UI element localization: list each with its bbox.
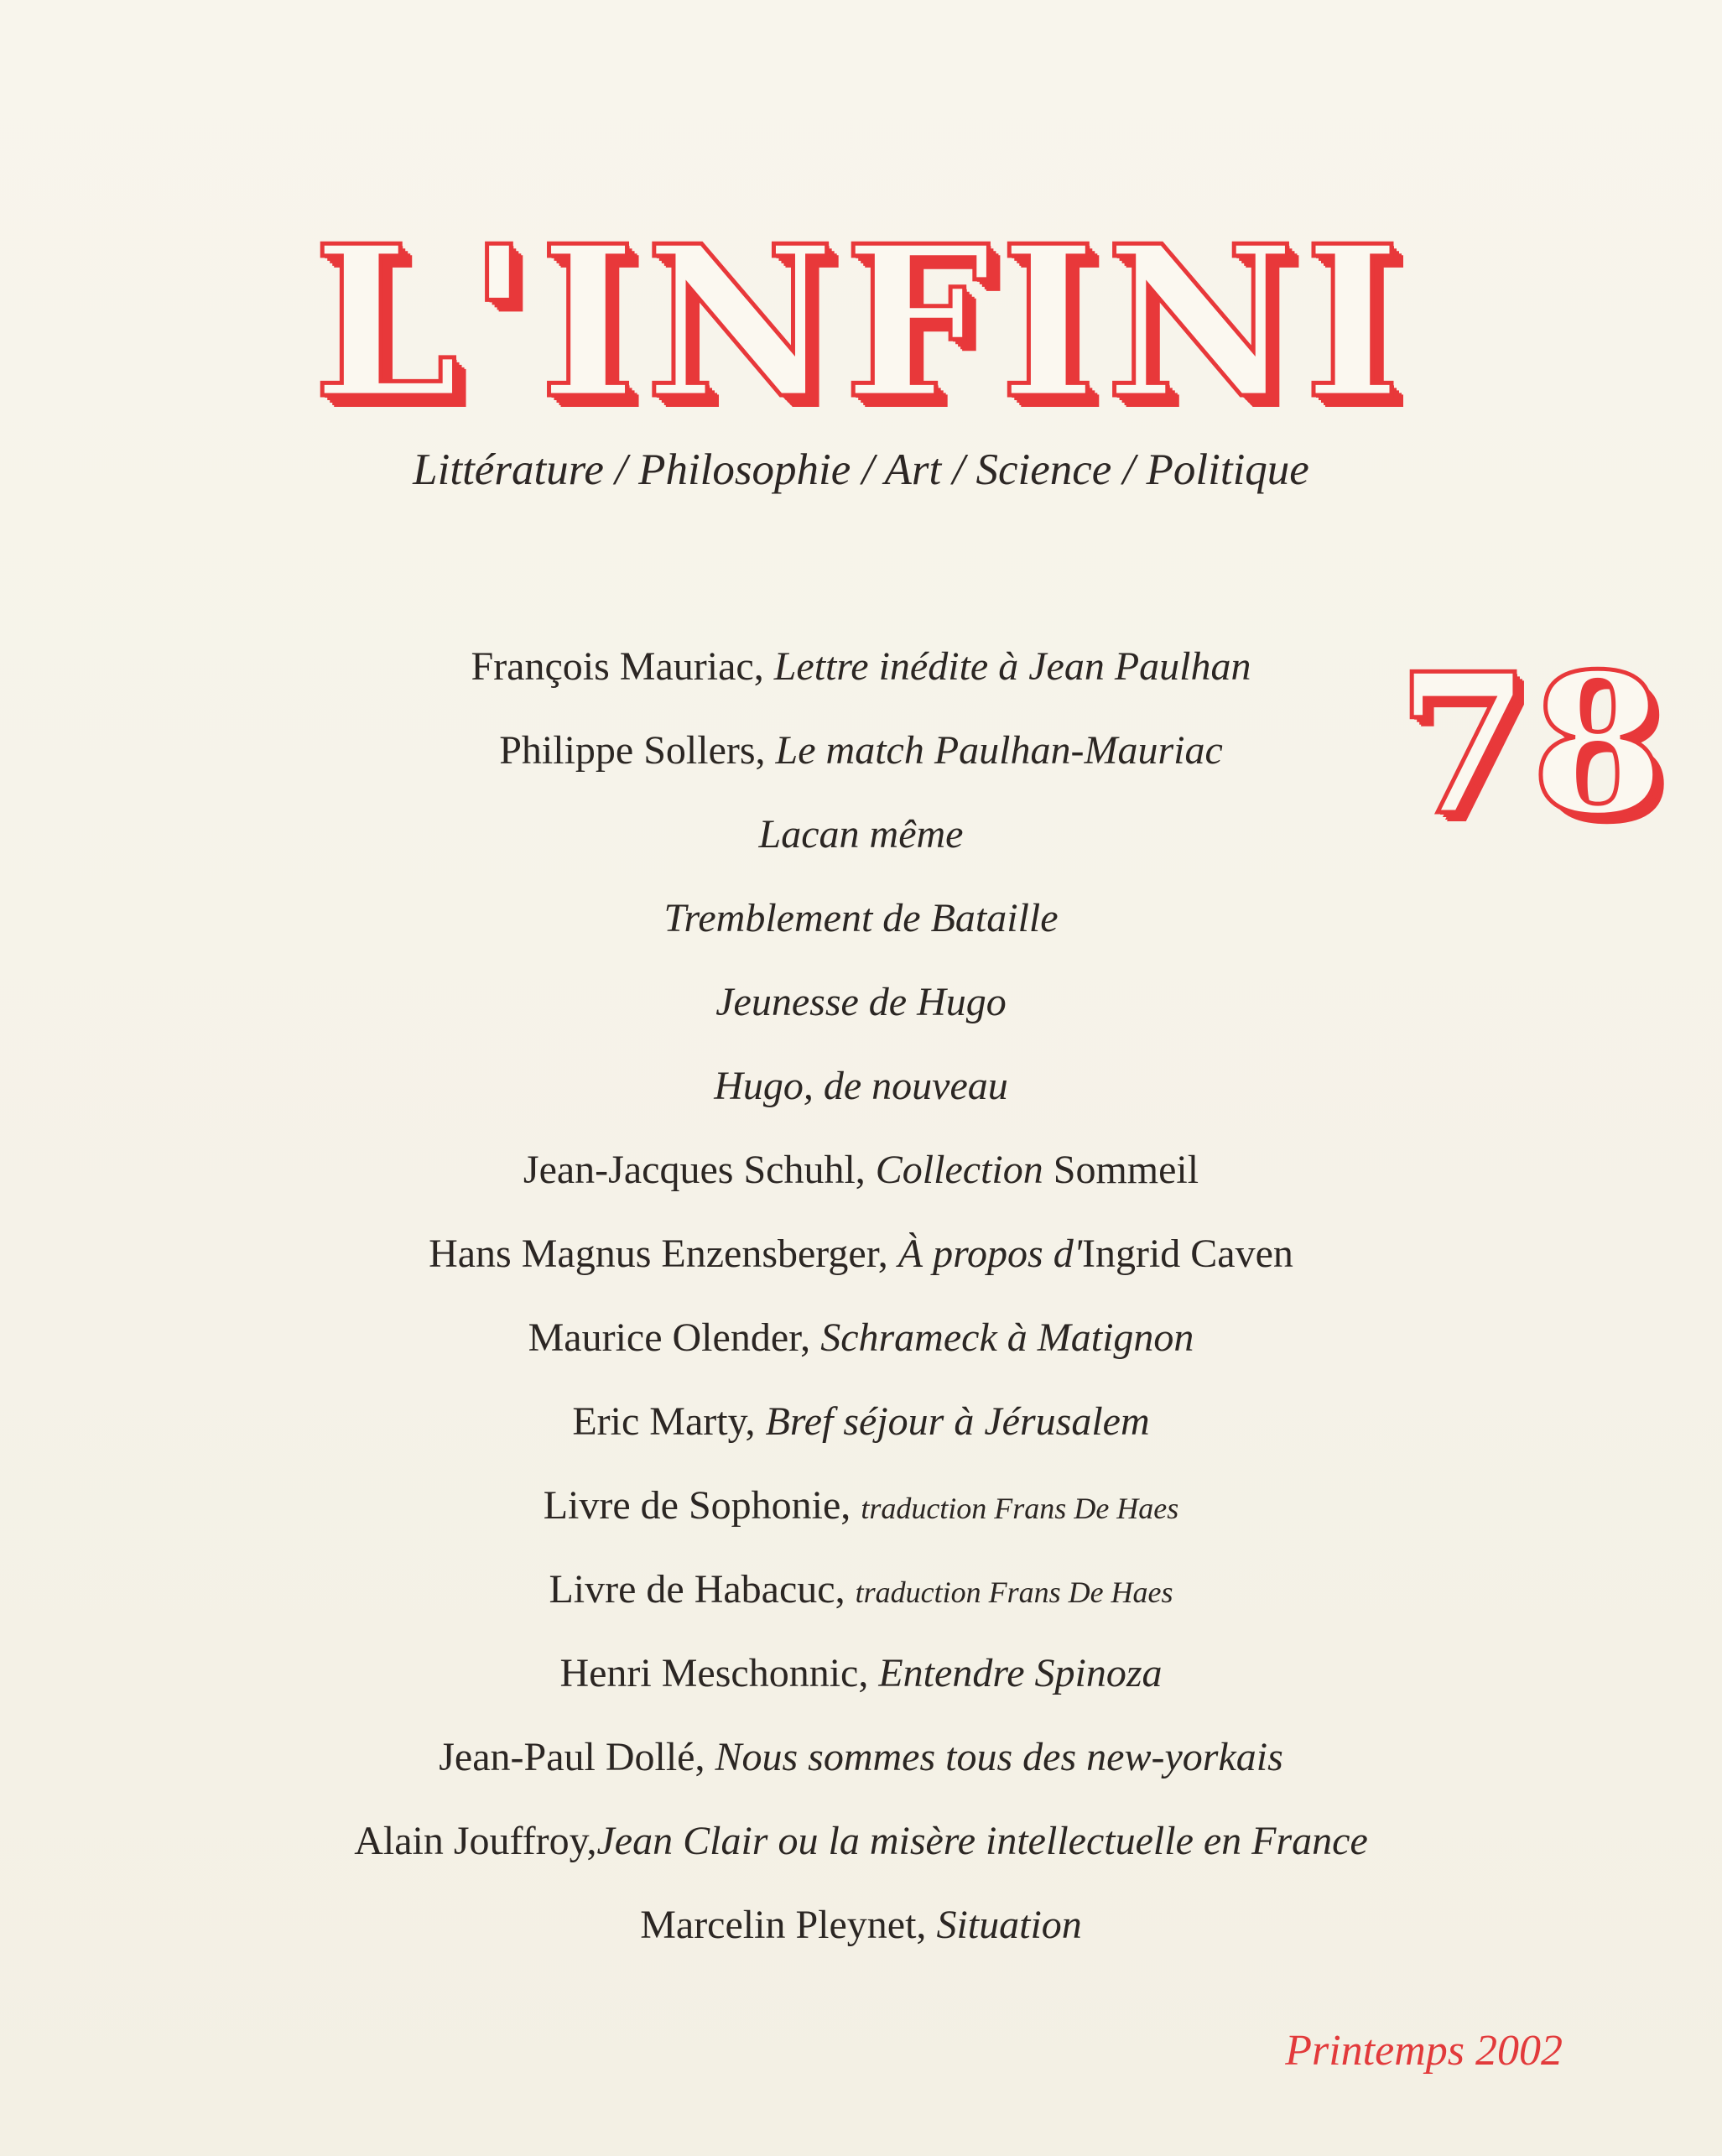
entry-author: Livre de Sophonie,	[543, 1483, 851, 1528]
entry-title: Entendre Spinoza	[878, 1651, 1163, 1695]
entry-title: Tremblement de Bataille	[663, 896, 1059, 940]
entry-author: Jean-Paul Dollé,	[439, 1735, 705, 1779]
contents-entry	[0, 1632, 1722, 1716]
contents-entry	[0, 961, 1722, 1044]
contents-entry	[0, 1799, 1722, 1883]
entry-title: Jean Clair ou la misère intellectuelle en France	[596, 1819, 1368, 1863]
entry-author: Eric Marty,	[572, 1399, 756, 1444]
entry-translator: traduction Frans De Haes	[855, 1575, 1173, 1609]
entry-title: Jeunesse de Hugo	[715, 980, 1007, 1024]
entry-author: Philippe Sollers,	[499, 728, 766, 773]
issue-number: 78	[1397, 632, 1666, 858]
entry-author: Jean-Jacques Schuhl,	[523, 1148, 866, 1192]
entry-author: Marcelin Pleynet,	[640, 1903, 927, 1947]
contents-entry	[0, 1212, 1722, 1296]
contents-entry	[0, 1380, 1722, 1464]
contents-entry	[0, 793, 1722, 877]
entry-author: Alain Jouffroy,	[354, 1819, 597, 1863]
contents-entry	[0, 1296, 1722, 1380]
contents-entry	[0, 1128, 1722, 1212]
entry-author: François Mauriac,	[471, 644, 764, 689]
contents-entry	[0, 1716, 1722, 1799]
entry-title: Schrameck à Matignon	[820, 1315, 1194, 1360]
entry-author: Maurice Olender,	[528, 1315, 811, 1360]
contents-entry	[0, 877, 1722, 961]
issue-season: Printemps 2002	[1285, 2027, 1563, 2075]
contents-entry	[0, 1044, 1722, 1128]
masthead-tagline: Littérature / Philosophie / Art / Science / Politique	[413, 445, 1309, 494]
entry-title: Le match Paulhan-Mauriac	[775, 728, 1223, 773]
contents-entry	[0, 625, 1722, 709]
entry-title-rest: Sommeil	[1053, 1148, 1199, 1192]
entry-title: Collection	[875, 1148, 1043, 1192]
contents-entry	[0, 1464, 1722, 1548]
entry-title: Situation	[936, 1903, 1082, 1947]
entry-author: Hans Magnus Enzensberger,	[429, 1232, 888, 1276]
entry-author: Henri Meschonnic,	[559, 1651, 869, 1695]
entry-title: Nous sommes tous des new-yorkais	[715, 1735, 1283, 1779]
contents-entry	[0, 709, 1722, 793]
masthead-title: L'INFINI	[312, 200, 1410, 445]
entry-title: Lettre inédite à Jean Paulhan	[773, 644, 1251, 689]
entry-title: Hugo, de nouveau	[714, 1064, 1008, 1108]
table-of-contents	[0, 625, 1722, 1967]
entry-translator: traduction Frans De Haes	[861, 1492, 1179, 1525]
contents-entry	[0, 1883, 1722, 1967]
contents-entry	[0, 1548, 1722, 1632]
entry-title: Bref séjour à Jérusalem	[765, 1399, 1150, 1444]
entry-author: Livre de Habacuc,	[549, 1567, 845, 1612]
entry-title: Lacan même	[758, 812, 964, 857]
entry-title: À propos d'	[897, 1232, 1082, 1276]
entry-title-rest: Ingrid Caven	[1081, 1232, 1293, 1276]
